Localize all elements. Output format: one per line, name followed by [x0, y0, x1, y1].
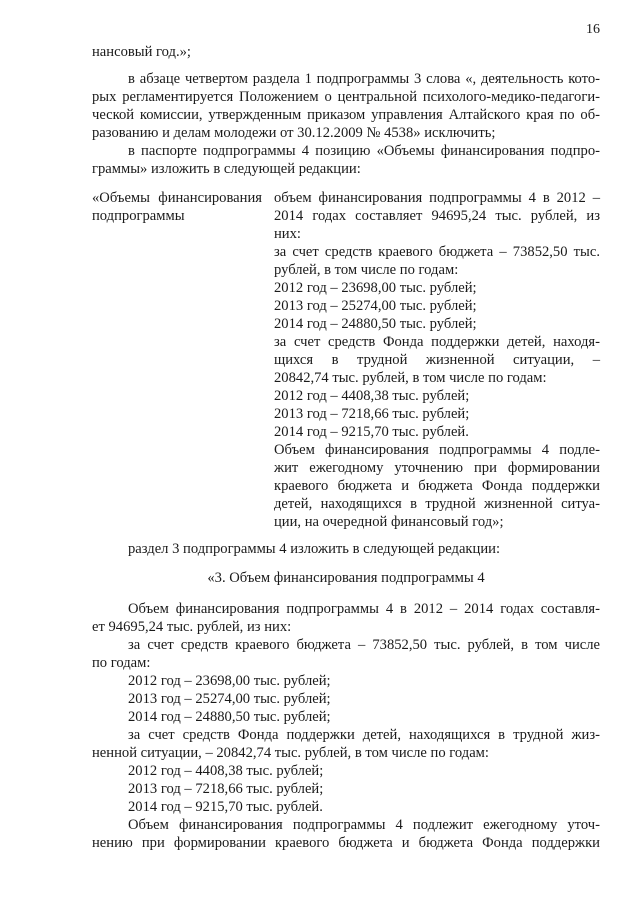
- table-right-line: 2012 год – 23698,00 тыс. рублей;: [274, 280, 477, 296]
- table-right-line: 2013 год – 7218,66 тыс. рублей;: [274, 406, 470, 422]
- table-right-line: рублей, в том числе по годам:: [274, 262, 459, 278]
- table-right-line: 2013 год – 25274,00 тыс. рублей;: [274, 298, 477, 314]
- text-line: нансовый год.»;: [92, 44, 191, 60]
- text-line: за счет средств Фонда поддержки детей, находящихся в трудной жиз-: [128, 727, 600, 743]
- table-left-line: подпрограммы: [92, 208, 185, 224]
- text-line: рых регламентируется Положением о центральной психолого-медико-педагоги-: [92, 89, 600, 105]
- text-line: 2013 год – 7218,66 тыс. рублей;: [128, 781, 324, 797]
- text-line: Объем финансирования подпрограммы 4 подлежит ежегодному уточ-: [128, 817, 600, 833]
- text-line: 2012 год – 23698,00 тыс. рублей;: [128, 673, 331, 689]
- table-right-line: жит ежегодному уточнению при формировании: [274, 460, 600, 476]
- section-instruction: раздел 3 подпрограммы 4 изложить в следующей редакции:: [128, 541, 501, 557]
- page-number: 16: [586, 22, 600, 37]
- table-right-line: за счет средств Фонда поддержки детей, находя-: [274, 334, 600, 350]
- table-right-line: объем финансирования подпрограммы 4 в 2012 –: [274, 190, 600, 206]
- text-line: Объем финансирования подпрограммы 4 в 2012 – 2014 годах составля-: [128, 601, 600, 617]
- table-right-line: них:: [274, 226, 301, 242]
- table-left-line: «Объемы финансирования: [92, 190, 262, 206]
- text-line: разованию и делам молодежи от 30.12.2009 № 4538» исключить;: [92, 125, 496, 141]
- text-line: 2013 год – 25274,00 тыс. рублей;: [128, 691, 331, 707]
- text-line: 2012 год – 4408,38 тыс. рублей;: [128, 763, 324, 779]
- text-line: по годам:: [92, 655, 151, 671]
- table-right-line: за счет средств краевого бюджета – 73852,50 тыс.: [274, 244, 600, 260]
- text-line: в абзаце четвертом раздела 1 подпрограммы 3 слова «, деятельность кото-: [128, 71, 600, 87]
- table-right-line: 2014 год – 24880,50 тыс. рублей;: [274, 316, 477, 332]
- text-line: за счет средств краевого бюджета – 73852,50 тыс. рублей, в том числе: [128, 637, 600, 653]
- table-right-line: Объем финансирования подпрограммы 4 подле-: [274, 442, 600, 458]
- table-right-line: 2012 год – 4408,38 тыс. рублей;: [274, 388, 470, 404]
- text-line: граммы» изложить в следующей редакции:: [92, 161, 361, 177]
- table-right-line: краевого бюджета и бюджета Фонда поддержки: [274, 478, 600, 494]
- table-right-line: щихся в трудной жизненной ситуации, –: [274, 352, 600, 368]
- text-line: ет 94695,24 тыс. рублей, из них:: [92, 619, 292, 635]
- table-right-line: 20842,74 тыс. рублей, в том числе по годам:: [274, 370, 547, 386]
- table-right-line: 2014 год – 9215,70 тыс. рублей.: [274, 424, 469, 440]
- section-heading: «3. Объем финансирования подпрограммы 4: [207, 570, 485, 586]
- table-right-line: ции, на очередной финансовый год»;: [274, 514, 504, 530]
- text-line: 2014 год – 9215,70 тыс. рублей.: [128, 799, 323, 815]
- text-line: в паспорте подпрограммы 4 позицию «Объемы финансирования подпро-: [128, 143, 600, 159]
- text-line: ческой комиссии, утвержденным приказом управления Алтайского края по об-: [92, 107, 600, 123]
- table-right-line: 2014 годах составляет 94695,24 тыс. рублей, из: [274, 208, 600, 224]
- text-line: нению при формировании краевого бюджета и бюджета Фонда поддержки: [92, 835, 600, 851]
- table-right-line: детей, находящихся в трудной жизненной ситуа-: [274, 496, 600, 512]
- text-line: ненной ситуации, – 20842,74 тыс. рублей, в том числе по годам:: [92, 745, 489, 761]
- text-line: 2014 год – 24880,50 тыс. рублей;: [128, 709, 331, 725]
